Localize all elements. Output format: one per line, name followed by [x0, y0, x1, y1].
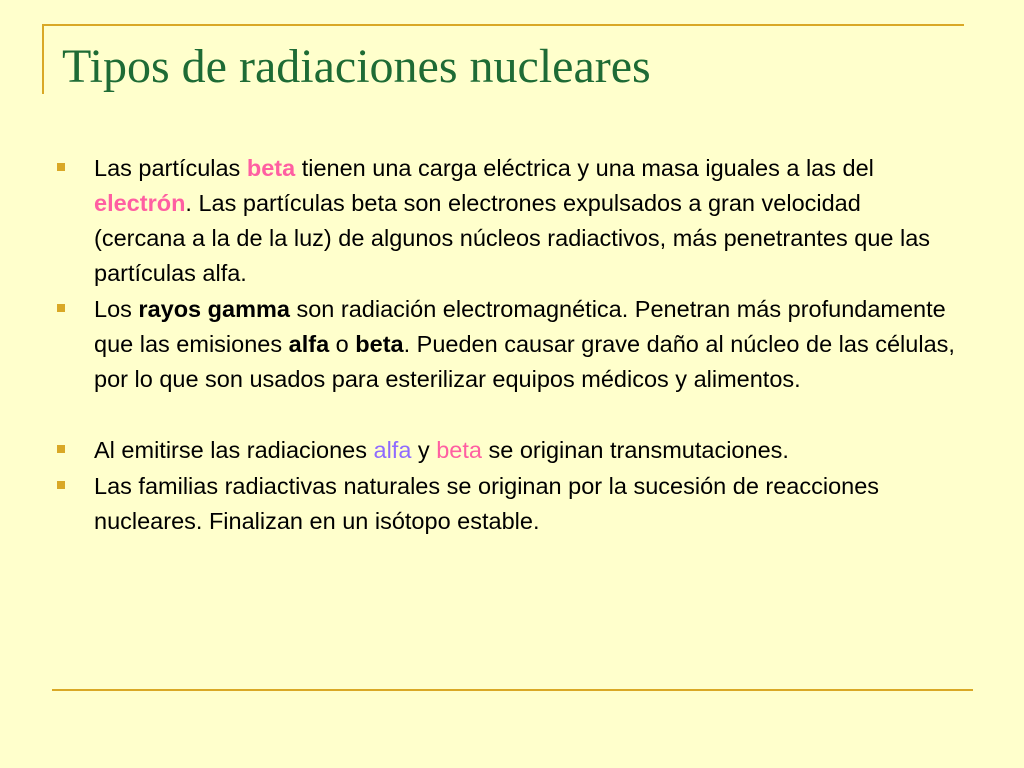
bullet-text: son radiación electromagnética. Penetran más profundamente que las emisiones	[94, 296, 946, 357]
bullet-text: . Pueden causar grave daño al núcleo de las células, por lo que son usados para esterilizar equipos médicos y alimentos.	[94, 331, 955, 392]
square-bullet-icon	[57, 445, 65, 453]
top-border-line	[42, 24, 964, 26]
bullet-text: se originan transmutaciones.	[481, 437, 789, 463]
bullet-text: Los	[94, 296, 139, 322]
bullet-text: y	[411, 437, 437, 463]
bullet-item-radioactive-families	[57, 469, 957, 539]
bullet-text: Al emitirse las radiaciones	[94, 437, 374, 463]
highlight-electron: electrón	[94, 190, 186, 216]
slide-title: Tipos de radiaciones nucleares	[62, 40, 651, 93]
bottom-border-line	[52, 689, 973, 691]
bullet-text: o	[329, 331, 356, 357]
square-bullet-icon	[57, 481, 65, 489]
highlight-beta: beta	[436, 437, 482, 463]
emphasis-gamma-rays: rayos gamma	[138, 296, 290, 322]
highlight-alfa: alfa	[373, 437, 412, 463]
left-border-line	[42, 24, 44, 94]
bullet-list	[57, 151, 957, 539]
emphasis-alfa: alfa	[288, 331, 330, 357]
bullet-item-beta-particles	[57, 151, 957, 291]
highlight-beta: beta	[246, 155, 296, 181]
bullet-text: . Las partículas beta son electrones expulsados a gran velocidad (cercana a la de la luz) de algunos núcleos radiactivos, más penetrantes que las partículas alfa.	[94, 190, 931, 286]
bullet-item-gamma-rays	[57, 292, 957, 397]
bullet-item-transmutations	[57, 433, 957, 468]
bullet-text: tienen una carga eléctrica y una masa iguales a las del	[295, 155, 874, 181]
bullet-text: Las partículas	[94, 155, 247, 181]
square-bullet-icon	[57, 163, 65, 171]
emphasis-beta: beta	[355, 331, 404, 357]
square-bullet-icon	[57, 304, 65, 312]
bullet-text: Las familias radiactivas naturales se originan por la sucesión de reacciones nucleares. Finalizan en un isótopo estable.	[94, 473, 880, 534]
